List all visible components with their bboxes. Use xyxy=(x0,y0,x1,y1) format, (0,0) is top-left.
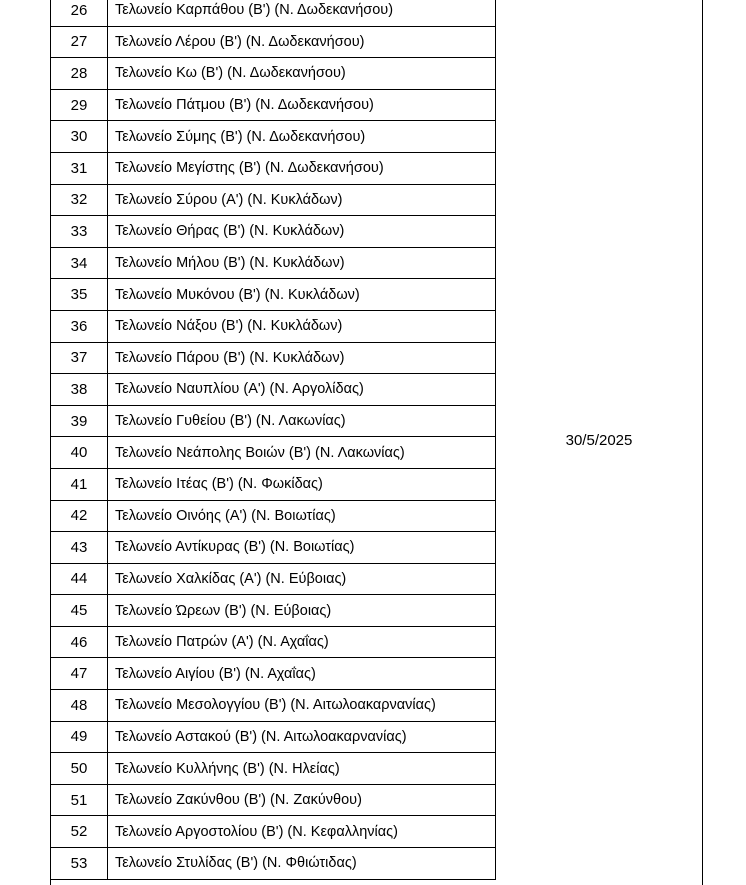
table-row xyxy=(51,690,495,722)
row-number: 44 xyxy=(51,564,108,595)
row-number: 32 xyxy=(51,185,108,216)
row-number: 40 xyxy=(51,437,108,468)
customs-office-name: Τελωνείο Χαλκίδας (Α') (Ν. Εύβοιας) xyxy=(115,570,347,587)
table-row xyxy=(51,848,495,880)
customs-office-name: Τελωνείο Λέρου (Β') (Ν. Δωδεκανήσου) xyxy=(115,33,365,50)
customs-office-name: Τελωνείο Αιγίου (Β') (Ν. Αχαΐας) xyxy=(115,665,316,682)
customs-office-name: Τελωνείο Αστακού (Β') (Ν. Αιτωλοακαρνανίας) xyxy=(115,728,407,745)
table-row xyxy=(51,816,495,848)
table-row xyxy=(51,753,495,785)
table-row xyxy=(51,437,495,469)
row-number: 38 xyxy=(51,374,108,405)
row-number: 51 xyxy=(51,785,108,816)
customs-office-name: Τελωνείο Πατρών (Α') (Ν. Αχαΐας) xyxy=(115,634,329,651)
table-row xyxy=(51,627,495,659)
row-number: 28 xyxy=(51,58,108,89)
date-value: 30/5/2025 xyxy=(565,431,633,449)
customs-office-name: Τελωνείο Αργοστολίου (Β') (Ν. Κεφαλληνίας) xyxy=(115,823,398,840)
table-row xyxy=(51,406,495,438)
row-number: 27 xyxy=(51,27,108,58)
row-number: 41 xyxy=(51,469,108,500)
customs-office-name: Τελωνείο Πάρου (Β') (Ν. Κυκλάδων) xyxy=(115,349,345,366)
customs-offices-table xyxy=(50,0,703,885)
table-row xyxy=(51,374,495,406)
customs-office-name: Τελωνείο Νάξου (Β') (Ν. Κυκλάδων) xyxy=(115,318,343,335)
customs-office-name: Τελωνείο Νεάπολης Βοιών (Β') (Ν. Λακωνίας) xyxy=(115,444,405,461)
customs-office-name: Τελωνείο Μεσολογγίου (Β') (Ν. Αιτωλοακαρνανίας) xyxy=(115,697,436,714)
customs-office-name: Τελωνείο Καρπάθου (Β') (Ν. Δωδεκανήσου) xyxy=(115,2,394,19)
row-number: 34 xyxy=(51,248,108,279)
table-row xyxy=(51,153,495,185)
table-row xyxy=(51,0,495,27)
customs-office-name: Τελωνείο Σύρου (Α') (Ν. Κυκλάδων) xyxy=(115,191,343,208)
row-number: 36 xyxy=(51,311,108,342)
row-number: 39 xyxy=(51,406,108,437)
table-row xyxy=(51,248,495,280)
row-number: 33 xyxy=(51,216,108,247)
customs-office-name: Τελωνείο Ναυπλίου (Α') (Ν. Αργολίδας) xyxy=(115,381,364,398)
table-row xyxy=(51,311,495,343)
table-row xyxy=(51,343,495,375)
table-row xyxy=(51,595,495,627)
customs-office-name: Τελωνείο Πάτμου (Β') (Ν. Δωδεκανήσου) xyxy=(115,97,374,114)
row-number: 45 xyxy=(51,595,108,626)
customs-office-name: Τελωνείο Οινόης (Α') (Ν. Βοιωτίας) xyxy=(115,507,336,524)
table-row xyxy=(51,216,495,248)
customs-office-name: Τελωνείο Αντίκυρας (Β') (Ν. Βοιωτίας) xyxy=(115,539,355,556)
table-row xyxy=(51,58,495,90)
customs-office-name: Τελωνείο Μήλου (Β') (Ν. Κυκλάδων) xyxy=(115,255,345,272)
table-row xyxy=(51,501,495,533)
row-number: 53 xyxy=(51,848,108,879)
row-number: 29 xyxy=(51,90,108,121)
row-number: 52 xyxy=(51,816,108,847)
table-row xyxy=(51,185,495,217)
date-cell xyxy=(495,0,703,885)
customs-office-name: Τελωνείο Σύμης (Β') (Ν. Δωδεκανήσου) xyxy=(115,128,366,145)
table-row xyxy=(51,90,495,122)
customs-office-name: Τελωνείο Γυθείου (Β') (Ν. Λακωνίας) xyxy=(115,413,346,430)
customs-office-name: Τελωνείο Ώρεων (Β') (Ν. Εύβοιας) xyxy=(115,602,332,619)
row-number: 46 xyxy=(51,627,108,658)
row-number: 30 xyxy=(51,121,108,152)
table-row xyxy=(51,564,495,596)
row-number: 48 xyxy=(51,690,108,721)
table-row xyxy=(51,722,495,754)
table-row xyxy=(51,279,495,311)
customs-office-name: Τελωνείο Ζακύνθου (Β') (Ν. Ζακύνθου) xyxy=(115,792,362,809)
table-row xyxy=(51,658,495,690)
table-row xyxy=(51,27,495,59)
row-number: 26 xyxy=(51,0,108,26)
row-number: 49 xyxy=(51,722,108,753)
row-number: 50 xyxy=(51,753,108,784)
row-number: 47 xyxy=(51,658,108,689)
customs-office-name: Τελωνείο Μυκόνου (Β') (Ν. Κυκλάδων) xyxy=(115,286,360,303)
row-number: 43 xyxy=(51,532,108,563)
table-row xyxy=(51,469,495,501)
table-row xyxy=(51,532,495,564)
row-number: 37 xyxy=(51,343,108,374)
row-number: 31 xyxy=(51,153,108,184)
table-row xyxy=(51,785,495,817)
row-number: 42 xyxy=(51,501,108,532)
customs-office-name: Τελωνείο Ιτέας (Β') (Ν. Φωκίδας) xyxy=(115,476,323,493)
customs-office-name: Τελωνείο Θήρας (Β') (Ν. Κυκλάδων) xyxy=(115,223,345,240)
row-number: 35 xyxy=(51,279,108,310)
customs-office-name: Τελωνείο Στυλίδας (Β') (Ν. Φθιώτιδας) xyxy=(115,855,357,872)
customs-office-name: Τελωνείο Κω (Β') (Ν. Δωδεκανήσου) xyxy=(115,65,346,82)
customs-office-name: Τελωνείο Μεγίστης (Β') (Ν. Δωδεκανήσου) xyxy=(115,160,384,177)
table-rows xyxy=(51,0,496,880)
customs-office-name: Τελωνείο Κυλλήνης (Β') (Ν. Ηλείας) xyxy=(115,760,340,777)
table-row xyxy=(51,121,495,153)
